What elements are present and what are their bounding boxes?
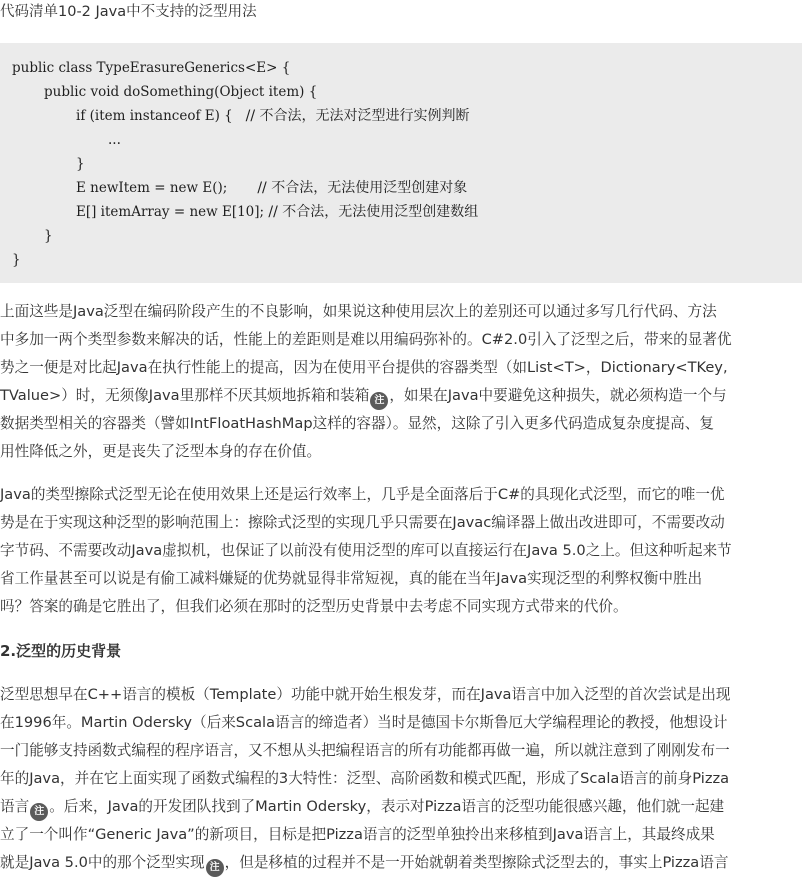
text-segment: ，如果在Java中要避免这种损失，就必须构造一个与	[389, 387, 727, 404]
text-line: 年的Java，并在它上面实现了函数式编程的3大特性：泛型、高阶函数和模式匹配，形成了Scala语言的前身Pizza	[0, 770, 730, 787]
text-line: 上面这些是Java泛型在编码阶段产生的不良影响，如果说这种使用层次上的差别还可以通过多写几行代码、方法	[0, 303, 717, 320]
code-block	[0, 43, 802, 283]
code-line: public class TypeErasureGenerics<E> {	[12, 60, 291, 76]
code-line: }	[44, 228, 53, 244]
code-line: }	[76, 156, 85, 172]
code-line: public void doSomething(Object item) {	[44, 84, 318, 100]
text-line: 中多加一两个类型参数来解决的话，性能上的差距则是难以用编码弥补的。C#2.0引入了泛型之后，带来的显著优	[0, 331, 732, 348]
footnote-note-icon[interactable]: 注	[370, 392, 388, 410]
code-text: E[] itemArray = new E[10];	[76, 204, 269, 220]
text-line: 省工作量甚至可以说是有偷工减料嫌疑的优势就显得非常短视，真的能在当年Java实现泛型的利弊权衡中胜出	[0, 570, 703, 587]
code-comment: // 不合法，无法使用泛型创建对象	[257, 180, 468, 196]
code-line	[76, 200, 478, 224]
text-line: 吗？答案的确是它胜出了，但我们必须在那时的泛型历史背景中去考虑不同实现方式带来的代价。	[0, 598, 628, 615]
code-text: if (item instanceof E) {	[76, 108, 246, 124]
text-line: 立了一个叫作“Generic Java”的新项目，目标是把Pizza语言的泛型单独拎出来移植到Java语言上，其最终成果	[0, 826, 715, 843]
text-line: 用性降低之外，更是丧失了泛型本身的存在价值。	[0, 443, 322, 460]
paragraph	[0, 298, 802, 466]
code-comment: // 不合法，无法对泛型进行实例判断	[245, 108, 470, 124]
footnote-note-icon[interactable]: 注	[206, 859, 224, 877]
text-line: 数据类型相关的容器类（譬如IntFloatHashMap这样的容器）。显然，这除了引入更多代码造成复杂度提高、复	[0, 415, 714, 432]
section-heading: 2.泛型的历史背景	[0, 642, 122, 660]
text-line: 字节码、不需要改动Java虚拟机，也保证了以前没有使用泛型的库可以直接运行在Java 5.0之上。但这种听起来节	[0, 542, 732, 559]
code-line: }	[12, 252, 21, 268]
code-text: E newItem = new E();	[76, 180, 258, 196]
code-line	[76, 104, 470, 128]
code-line: ...	[108, 132, 121, 148]
text-line	[0, 793, 802, 821]
text-line	[0, 849, 802, 877]
text-line: 一门能够支持函数式编程的程序语言，又不想从头把编程语言的所有功能都再做一遍，所以就注意到了刚刚发布一	[0, 742, 730, 759]
text-segment: TValue>）时，无须像Java里那样不厌其烦地拆箱和装箱	[0, 387, 370, 404]
text-segment: ，但是移植的过程并不是一开始就朝着类型擦除式泛型去的，事实上Pizza语言	[224, 854, 729, 871]
text-line: 泛型思想早在C++语言的模板（Template）功能中就开始生根发芽，而在Java语言中加入泛型的首次尝试是出现	[0, 686, 731, 703]
text-segment: 语言	[0, 798, 30, 815]
text-line	[0, 382, 802, 410]
text-line: 势是在于实现这种泛型的影响范围上：擦除式泛型的实现几乎只需要在Javac编译器上做出改进即可，不需要改动	[0, 514, 725, 531]
text-line: Java的类型擦除式泛型无论在使用效果上还是运行效率上，几乎是全面落后于C#的具现化式泛型，而它的唯一优	[0, 486, 725, 503]
code-line	[76, 176, 467, 200]
text-segment: 就是Java 5.0中的那个泛型实现	[0, 854, 205, 871]
footnote-note-icon[interactable]: 注	[30, 803, 48, 821]
text-line: 势之一便是对比起Java在执行性能上的提高，因为在使用平台提供的容器类型（如List<T>，Dictionary<TKey,	[0, 359, 728, 376]
code-listing-caption: 代码清单10-2 Java中不支持的泛型用法	[0, 4, 257, 20]
code-comment: // 不合法，无法使用泛型创建数组	[268, 204, 479, 220]
paragraph	[0, 481, 802, 621]
paragraph	[0, 681, 802, 877]
text-segment: 。后来，Java的开发团队找到了Martin Odersky，表示对Pizza语言的泛型功能很感兴趣，他们就一起建	[49, 798, 725, 815]
text-line: 在1996年。Martin Odersky（后来Scala语言的缔造者）当时是德国卡尔斯鲁厄大学编程理论的教授，他想设计	[0, 714, 728, 731]
